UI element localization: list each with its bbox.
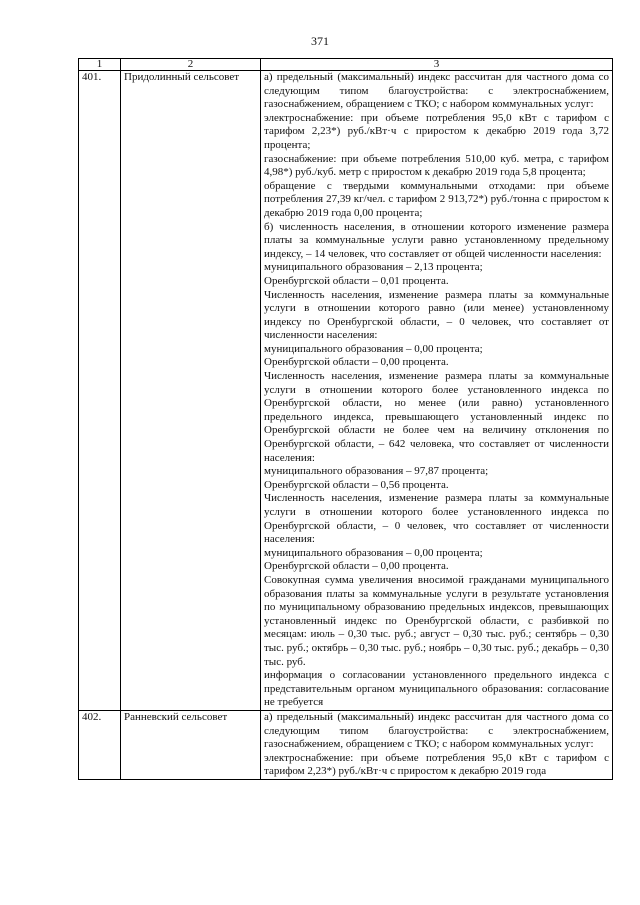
row-number: 402.: [79, 710, 121, 779]
header-col-3: 3: [261, 59, 613, 71]
detail-paragraph: Численность населения, изменение размера платы за коммунальные услуги в отношении которого более установленного индекса по Оренбургской области, но менее (или равно) установленного предельного индекса, превышающего установленный индекс по Оренбургской области не более чем на величину отклонения по Оренбургской области, – 642 человека, что составляет от численности населения:: [264, 370, 609, 464]
detail-paragraph: Оренбургской области – 0,00 процента.: [264, 560, 449, 573]
header-col-1: 1: [79, 59, 121, 71]
detail-paragraph: электроснабжение: при объеме потребления 95,0 кВт с тарифом с тарифом 2,23*) руб./кВт·ч с приростом к декабрю 2019 года: [264, 751, 609, 778]
detail-paragraph: а) предельный (максимальный) индекс рассчитан для частного дома со следующим типом благоустройства: с электроснабжением, газоснабжением, обращением с ТКО; с набором коммунальных услуг:: [264, 710, 609, 751]
table-header-row: [79, 59, 613, 71]
detail-paragraph: муниципального образования – 97,87 процента;: [264, 465, 489, 478]
detail-paragraph: электроснабжение: при объеме потребления 95,0 кВт с тарифом с тарифом 2,23*) руб./кВт·ч с приростом к декабрю 2019 года 3,72 процента;: [264, 111, 609, 151]
detail-paragraph: Оренбургской области – 0,01 процента.: [264, 274, 449, 287]
table-row: [79, 71, 613, 711]
index-table: [78, 58, 613, 780]
municipality-name: Придолинный сельсовет: [121, 71, 261, 711]
page-number: 371: [311, 34, 329, 48]
row-details: [261, 710, 613, 779]
detail-paragraph: б) численность населения, в отношении которого изменение размера платы за коммунальные услуги равно установленному предельному индексу, – 14 человек, что составляет от общей численности населения:: [264, 220, 609, 260]
detail-paragraph: обращение с твердыми коммунальными отходами: при объеме потребления 27,39 кг/чел. с тарифом 2 913,72*) руб./тонна с приростом к декабрю 2019 года 0,00 процента;: [264, 179, 609, 219]
detail-paragraph: муниципального образования – 2,13 процента;: [264, 261, 483, 274]
detail-paragraph: муниципального образования – 0,00 процента;: [264, 342, 483, 355]
detail-paragraph: Численность населения, изменение размера платы за коммунальные услуги в отношении которого равно (или менее) установленному индексу по Оренбургской области, – 0 человек, что составляет от численности населения:: [264, 288, 609, 342]
detail-paragraph: Оренбургской области – 0,00 процента.: [264, 356, 449, 369]
detail-paragraph: муниципального образования – 0,00 процента;: [264, 546, 483, 559]
row-number: 401.: [79, 71, 121, 711]
header-col-2: 2: [121, 59, 261, 71]
detail-paragraph: информация о согласовании установленного предельного индекса с представительным органом муниципального образования: согласование не требуется: [264, 669, 609, 709]
detail-paragraph: газоснабжение: при объеме потребления 510,00 куб. метра, с тарифом 4,98*) руб./куб. метр с приростом к декабрю 2019 года 5,8 процента;: [264, 152, 609, 179]
municipality-name: Ранневский сельсовет: [121, 710, 261, 779]
detail-paragraph: Совокупная сумма увеличения вносимой гражданами муниципального образования платы за коммунальные услуги в результате установления по муниципальному образованию предельных индексов, превышающих установленный индекс по Оренбургской области, с разбивкой по месяцам: июль – 0,30 тыс. руб.; август – 0,30 тыс. руб.; сентябрь – 0,30 тыс. руб.; октябрь – 0,30 тыс. руб.; ноябрь – 0,30 тыс. руб.; декабрь – 0,30 тыс. руб.: [264, 573, 609, 668]
detail-paragraph: Численность населения, изменение размера платы за коммунальные услуги в отношении которого более установленного индекса по Оренбургской области, – 0 человек, что составляет от численности населения:: [264, 492, 609, 546]
row-details: [261, 71, 613, 711]
detail-paragraph: а) предельный (максимальный) индекс рассчитан для частного дома со следующим типом благоустройства: с электроснабжением, газоснабжением, обращением с ТКО; с набором коммунальных услуг:: [264, 71, 609, 111]
detail-paragraph: Оренбургской области – 0,56 процента.: [264, 478, 449, 491]
table-row: [79, 710, 613, 779]
